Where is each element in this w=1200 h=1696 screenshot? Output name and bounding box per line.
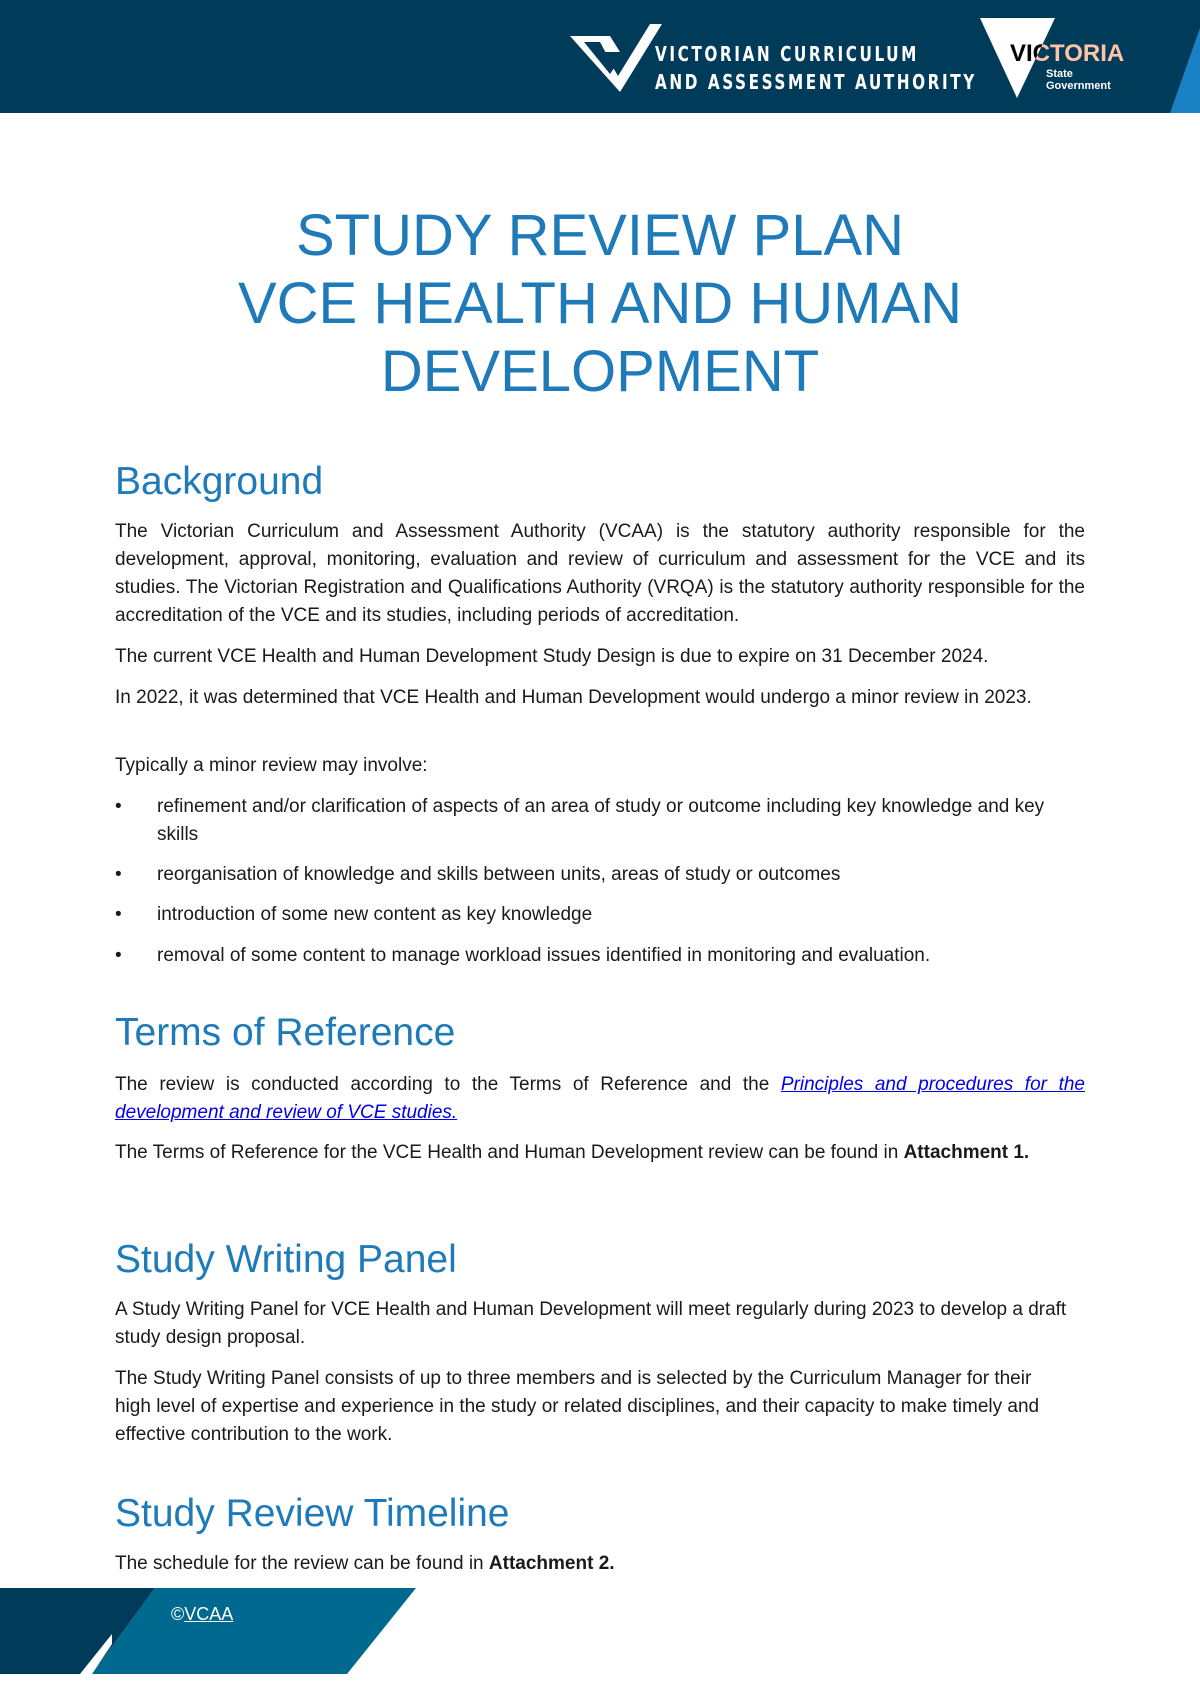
victoria-subtitle <box>1046 68 1111 92</box>
victoria-wordmark: VICTORIA <box>1010 40 1125 67</box>
vic-sub-state: State <box>1046 68 1073 80</box>
bullet-icon: • <box>115 904 122 925</box>
title-line3: DEVELOPMENT <box>380 339 820 404</box>
heading-study-review-timeline: Study Review Timeline <box>115 1492 510 1535</box>
heading-study-writing-panel: Study Writing Panel <box>115 1238 457 1281</box>
document-title <box>0 202 1200 406</box>
bullet-icon: • <box>115 864 122 885</box>
attachment-1-ref: Attachment 1. <box>903 1142 1030 1163</box>
vcaa-footer-link[interactable]: VCAA <box>184 1604 234 1624</box>
vcaa-name-line1: VICTORIAN CURRICULUM <box>655 42 919 66</box>
bullet-icon: • <box>115 945 122 966</box>
panel-paragraph-2: The Study Writing Panel consists of up to three members and is selected by the Curriculum Manager for their high level of expertise and experience in the study or related disciplines, and their capacity to make timely and effective contribution to the work. <box>115 1368 1040 1445</box>
attachment-2-ref: Attachment 2. <box>488 1553 615 1574</box>
terms-p2-text: The Terms of Reference for the VCE Health and Human Development review can be found in <box>115 1142 904 1163</box>
bullet-text: reorganisation of knowledge and skills between units, areas of study or outcomes <box>157 864 841 885</box>
title-line1: STUDY REVIEW PLAN <box>295 203 905 268</box>
bullet-text: introduction of some new content as key knowledge <box>157 904 593 925</box>
heading-terms-of-reference: Terms of Reference <box>115 1011 456 1054</box>
timeline-paragraph-1 <box>115 1550 1085 1578</box>
terms-paragraph-1 <box>115 1071 1085 1127</box>
header-accent-triangle <box>1160 0 1200 113</box>
background-paragraph-1: The Victorian Curriculum and Assessment Authority (VCAA) is the statutory authority responsible for the development, approval, monitoring, evaluation and review of curriculum and assessment for the VCE and its studies. The Victorian Registration and Qualifications Authority (VRQA) is the statutory authority responsible for the accreditation of the VCE and its studies, including periods of accreditation. <box>115 521 1085 626</box>
vic-sub-government: Government <box>1046 80 1111 92</box>
bullet-icon: • <box>115 796 122 817</box>
terms-paragraph-2 <box>115 1139 1085 1167</box>
vcaa-name <box>655 40 977 96</box>
footer-copyright <box>171 1604 233 1625</box>
panel-paragraph-1: A Study Writing Panel for VCE Health and Human Development will meet regularly during 2023 to develop a draft study design proposal. <box>115 1299 1067 1348</box>
page-header <box>0 0 1200 113</box>
title-line2: VCE HEALTH AND HUMAN <box>237 271 963 336</box>
heading-background: Background <box>115 460 324 503</box>
bullet-text: refinement and/or clarification of aspects of an area of study or outcome including key knowledge and key skills <box>157 796 1045 845</box>
vcaa-name-line2: AND ASSESSMENT AUTHORITY <box>655 70 977 94</box>
timeline-p1-text: The schedule for the review can be found in <box>115 1553 489 1574</box>
background-paragraph-3: In 2022, it was determined that VCE Health and Human Development would undergo a minor review in 2023. <box>115 687 1032 708</box>
principles-procedures-link[interactable]: Principles and procedures for the development and review of VCE studies. <box>115 1074 1085 1123</box>
background-paragraph-4: Typically a minor review may involve: <box>115 755 428 776</box>
background-paragraph-2: The current VCE Health and Human Development Study Design is due to expire on 31 December 2024. <box>115 646 989 667</box>
footer-band <box>0 1588 420 1674</box>
bullet-text: removal of some content to manage workload issues identified in monitoring and evaluation. <box>157 945 931 966</box>
copyright-symbol: © <box>171 1604 185 1624</box>
terms-p1-text: The review is conducted according to the Terms of Reference and the <box>115 1074 781 1095</box>
